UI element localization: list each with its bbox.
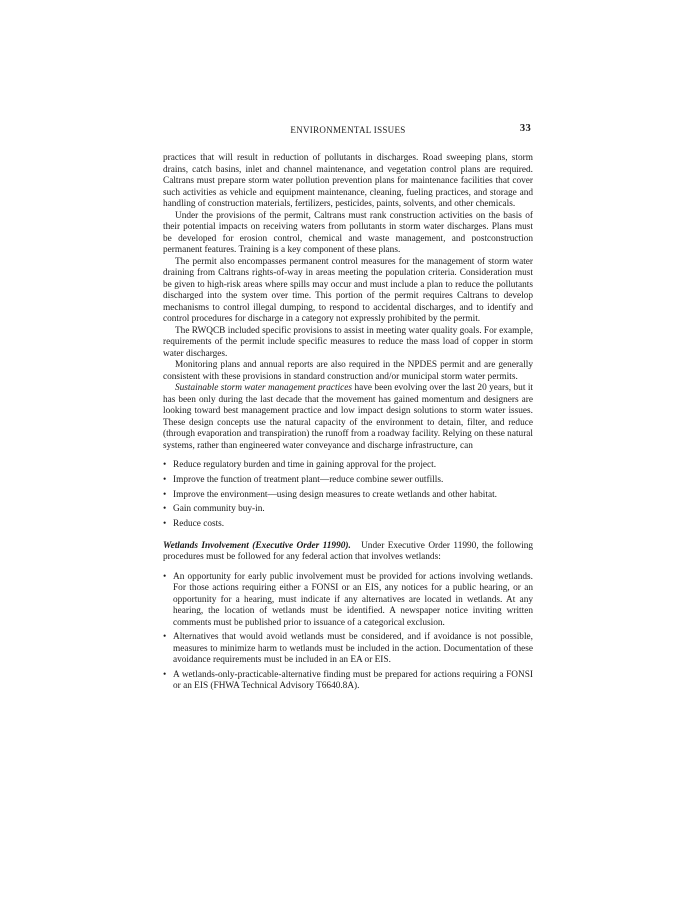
list-item: • Reduce regulatory burden and time in gaining approval for the project.	[163, 460, 533, 472]
list-item: • Alternatives that would avoid wetlands must be considered, and if avoidance is not possible, measures to minimize harm to wetlands must be included in the action. Documentation of these avoidance requirements must be included in an EA or EIS.	[163, 632, 533, 667]
benefits-list	[163, 460, 533, 531]
list-item: • Improve the function of treatment plant—reduce combine sewer outfills.	[163, 475, 533, 487]
running-header	[163, 123, 533, 139]
book-page	[163, 123, 533, 696]
running-title: ENVIRONMENTAL ISSUES	[290, 125, 406, 135]
paragraph-4: The RWQCB included specific provisions to assist in meeting water quality goals. For example, requirements of the permit include specific measures to reduce the mass load of copper in storm water discharges.	[163, 325, 533, 359]
sustainable-practices-term: Sustainable storm water management practices	[175, 383, 353, 393]
wetlands-intro-text: Under Executive Order 11990, the following procedures must be followed for any federal action that involves wetlands:	[163, 540, 533, 563]
list-item: • A wetlands-only-practicable-alternative finding must be prepared for actions requiring a FONSI or an EIS (FHWA Technical Advisory T6640.8A).	[163, 670, 533, 693]
list-item: • An opportunity for early public involvement must be provided for actions involving wetlands. For those actions requiring either a FONSI or an EIS, any notices for a public hearing, or an opportunity for a hearing, must indicate if any alternatives are located in wetlands. At any hearing, the location of wetlands must be identified. A newspaper notice inviting written comments must be published prior to issuance of a categorical exclusion.	[163, 572, 533, 630]
paragraph-6-text: have been evolving over the last 20 years, but it has been only during the last decade that the movement has gained momentum and designers are looking toward best management practice and low impact design solutions to storm water issues. These design concepts use the natural capacity of the environment to detain, filter, and reduce (through evaporation and transpiration) the runoff from a roadway facility. Relying on these natural systems, rather than engineered water conveyance and discharge infrastructure, can	[163, 383, 533, 451]
wetlands-heading: Wetlands Involvement (Executive Order 11990).	[163, 540, 351, 551]
list-item: • Improve the environment—using design measures to create wetlands and other habitat.	[163, 490, 533, 502]
page-number: 33	[519, 123, 531, 134]
wetlands-procedures-list	[163, 572, 533, 693]
paragraph-2: Under the provisions of the permit, Caltrans must rank construction activities on the basis of their potential impacts on receiving waters from pollutants in storm water discharges. Plans must be developed for erosion control, chemical and waste management, and postconstruction permanent features. Training is a key component of these plans.	[163, 210, 533, 255]
wetlands-section-intro	[163, 541, 533, 564]
paragraph-5: Monitoring plans and annual reports are also required in the NPDES permit and are generally consistent with these provisions in standard construction and/or municipal storm water permits.	[163, 360, 533, 382]
paragraph-3: The permit also encompasses permanent control measures for the management of storm water draining from Caltrans rights-of-way in areas meeting the population criteria. Consideration must be given to high-risk areas where spills may occur and must include a plan to reduce the pollutants discharged into the system over time. This portion of the permit requires Caltrans to develop mechanisms to control illegal dumping, to respond to accidental discharges, and to identify and control procedures for discharge in a category not expressly prohibited by the permit.	[163, 256, 533, 324]
paragraph-1: practices that will result in reduction of pollutants in discharges. Road sweeping plans, storm drains, catch basins, inlet and channel maintenance, and vegetation control plans are required. Caltrans must prepare storm water pollution prevention plans for maintenance facilities that cover such activities as vehicle and equipment maintenance, cleaning, fueling practices, and storage and handling of construction materials, fertilizers, pesticides, paints, solvents, and other chemicals.	[163, 153, 533, 209]
list-item: • Reduce costs.	[163, 519, 533, 531]
body-text	[163, 153, 533, 693]
paragraph-6	[163, 383, 533, 452]
list-item: • Gain community buy-in.	[163, 504, 533, 516]
